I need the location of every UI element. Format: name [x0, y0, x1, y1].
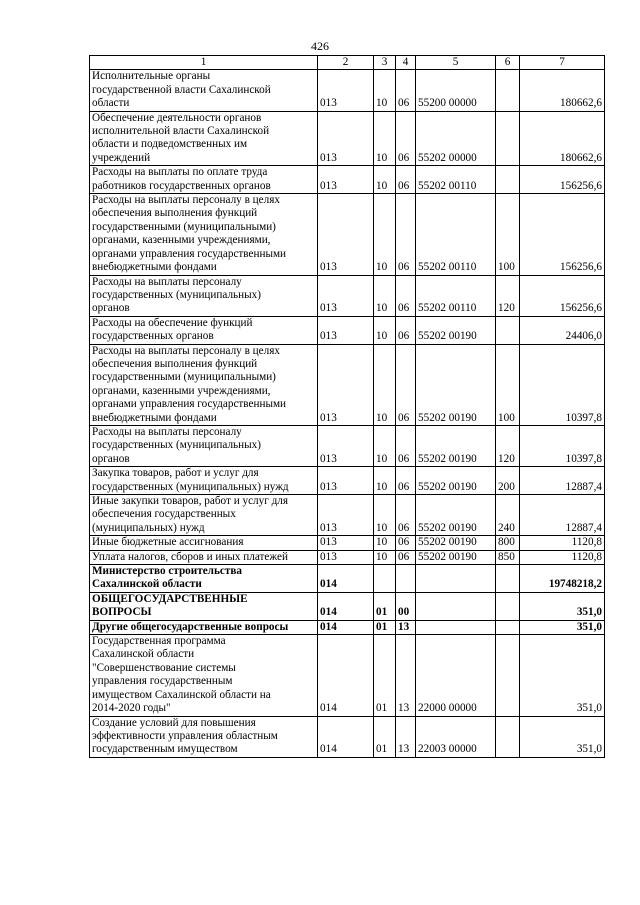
header-row — [90, 56, 605, 70]
item-name-cell: Расходы на выплаты персоналу в целях обеспечения выполнения функций государственными (муниципальными) органами, казенными учреждениями, органами управления государственными внебюджетными фондами — [90, 194, 318, 275]
table-row — [90, 425, 605, 466]
amount-cell: 156256,6 — [520, 166, 605, 194]
subsection-code-cell: 06 — [396, 536, 416, 550]
section-code-cell: 01 — [374, 716, 396, 757]
ministry-code-cell: 013 — [318, 344, 374, 425]
subsection-code-cell: 13 — [396, 716, 416, 757]
target-item-code-cell — [416, 565, 496, 593]
ministry-code-cell: 013 — [318, 194, 374, 275]
column-header-6: 6 — [496, 56, 520, 70]
subsection-code-cell: 06 — [396, 344, 416, 425]
expense-type-code-cell: 800 — [496, 536, 520, 550]
section-code-cell: 10 — [374, 467, 396, 495]
column-header-3: 3 — [374, 56, 396, 70]
table-row — [90, 635, 605, 716]
column-header-5: 5 — [416, 56, 496, 70]
section-code-cell: 01 — [374, 620, 396, 634]
item-name-cell: Обеспечение деятельности органов исполнительной власти Сахалинской области и подведомственных им учреждений — [90, 111, 318, 166]
target-item-code-cell — [416, 592, 496, 620]
target-item-code-cell: 55202 00190 — [416, 316, 496, 344]
ministry-code-cell: 013 — [318, 550, 374, 564]
ministry-code-cell: 014 — [318, 620, 374, 634]
ministry-code-cell: 013 — [318, 495, 374, 536]
table-row — [90, 495, 605, 536]
item-name-cell: Расходы на обеспечение функций государственных органов — [90, 316, 318, 344]
target-item-code-cell: 55202 00190 — [416, 425, 496, 466]
item-name-cell: Создание условий для повышения эффективности управления областным государственным имуществом — [90, 716, 318, 757]
ministry-code-cell: 013 — [318, 316, 374, 344]
ministry-code-cell: 013 — [318, 467, 374, 495]
amount-cell: 180662,6 — [520, 70, 605, 111]
item-name-cell: Иные бюджетные ассигнования — [90, 536, 318, 550]
subsection-code-cell: 06 — [396, 550, 416, 564]
target-item-code-cell: 55202 00110 — [416, 275, 496, 316]
expense-type-code-cell: 120 — [496, 275, 520, 316]
ministry-code-cell: 013 — [318, 166, 374, 194]
section-code-cell: 10 — [374, 275, 396, 316]
amount-cell: 10397,8 — [520, 425, 605, 466]
target-item-code-cell: 55200 00000 — [416, 70, 496, 111]
amount-cell: 156256,6 — [520, 194, 605, 275]
item-name-cell: Расходы на выплаты персоналу в целях обеспечения выполнения функций государственными (муниципальными) органами, казенными учреждениями, органами управления государственными внебюджетными фондами — [90, 344, 318, 425]
ministry-code-cell: 014 — [318, 716, 374, 757]
subsection-code-cell: 06 — [396, 194, 416, 275]
table-body — [90, 70, 605, 757]
amount-cell: 12887,4 — [520, 495, 605, 536]
section-code-cell — [374, 565, 396, 593]
subsection-code-cell: 06 — [396, 111, 416, 166]
section-code-cell: 10 — [374, 194, 396, 275]
item-name-cell: Расходы на выплаты по оплате труда работников государственных органов — [90, 166, 318, 194]
table-row — [90, 550, 605, 564]
amount-cell: 351,0 — [520, 635, 605, 716]
item-name-cell: Другие общегосударственные вопросы — [90, 620, 318, 634]
section-code-cell: 10 — [374, 316, 396, 344]
ministry-code-cell: 013 — [318, 536, 374, 550]
ministry-code-cell: 013 — [318, 425, 374, 466]
section-code-cell: 01 — [374, 592, 396, 620]
subsection-code-cell: 13 — [396, 620, 416, 634]
subsection-code-cell: 06 — [396, 70, 416, 111]
table-row — [90, 111, 605, 166]
column-header-1: 1 — [90, 56, 318, 70]
subsection-code-cell: 06 — [396, 425, 416, 466]
table-row — [90, 467, 605, 495]
target-item-code-cell: 55202 00190 — [416, 536, 496, 550]
item-name-cell: Исполнительные органы государственной власти Сахалинской области — [90, 70, 318, 111]
item-name-cell: Иные закупки товаров, работ и услуг для обеспечения государственных (муниципальных) нужд — [90, 495, 318, 536]
target-item-code-cell — [416, 620, 496, 634]
subsection-code-cell: 06 — [396, 316, 416, 344]
expense-type-code-cell — [496, 70, 520, 111]
item-name-cell: Уплата налогов, сборов и иных платежей — [90, 550, 318, 564]
section-code-cell: 10 — [374, 425, 396, 466]
section-code-cell: 10 — [374, 344, 396, 425]
amount-cell: 1120,8 — [520, 536, 605, 550]
item-name-cell: Закупка товаров, работ и услуг для государственных (муниципальных) нужд — [90, 467, 318, 495]
table-row — [90, 716, 605, 757]
page-number: 426 — [311, 39, 329, 53]
table-row — [90, 194, 605, 275]
table-row — [90, 275, 605, 316]
section-code-cell: 01 — [374, 635, 396, 716]
target-item-code-cell: 22000 00000 — [416, 635, 496, 716]
expense-type-code-cell — [496, 716, 520, 757]
expense-type-code-cell: 850 — [496, 550, 520, 564]
section-code-cell: 10 — [374, 70, 396, 111]
expense-type-code-cell — [496, 111, 520, 166]
amount-cell: 156256,6 — [520, 275, 605, 316]
expense-type-code-cell: 200 — [496, 467, 520, 495]
table-row — [90, 70, 605, 111]
amount-cell: 351,0 — [520, 620, 605, 634]
subsection-code-cell: 06 — [396, 275, 416, 316]
expense-type-code-cell — [496, 565, 520, 593]
table-row — [90, 592, 605, 620]
budget-table — [89, 55, 605, 758]
subsection-code-cell: 00 — [396, 592, 416, 620]
subsection-code-cell: 06 — [396, 166, 416, 194]
amount-cell: 1120,8 — [520, 550, 605, 564]
section-code-cell: 10 — [374, 550, 396, 564]
item-name-cell: Расходы на выплаты персоналу государственных (муниципальных) органов — [90, 425, 318, 466]
subsection-code-cell: 06 — [396, 467, 416, 495]
section-code-cell: 10 — [374, 111, 396, 166]
amount-cell: 12887,4 — [520, 467, 605, 495]
section-code-cell: 10 — [374, 536, 396, 550]
amount-cell: 10397,8 — [520, 344, 605, 425]
amount-cell: 351,0 — [520, 716, 605, 757]
ministry-code-cell: 013 — [318, 70, 374, 111]
target-item-code-cell: 55202 00110 — [416, 166, 496, 194]
table-row — [90, 536, 605, 550]
target-item-code-cell: 55202 00000 — [416, 111, 496, 166]
table-row — [90, 344, 605, 425]
target-item-code-cell: 55202 00190 — [416, 344, 496, 425]
subsection-code-cell: 13 — [396, 635, 416, 716]
ministry-code-cell: 013 — [318, 111, 374, 166]
amount-cell: 351,0 — [520, 592, 605, 620]
subsection-code-cell: 06 — [396, 495, 416, 536]
target-item-code-cell: 55202 00190 — [416, 495, 496, 536]
table-row — [90, 620, 605, 634]
table-row — [90, 166, 605, 194]
ministry-code-cell: 014 — [318, 635, 374, 716]
column-header-4: 4 — [396, 56, 416, 70]
expense-type-code-cell: 100 — [496, 194, 520, 275]
amount-cell: 19748218,2 — [520, 565, 605, 593]
target-item-code-cell: 55202 00190 — [416, 550, 496, 564]
item-name-cell: Государственная программа Сахалинской области "Совершенствование системы управления государственным имуществом Сахалинской области на 2014-2020 годы" — [90, 635, 318, 716]
expense-type-code-cell — [496, 166, 520, 194]
item-name-cell: Расходы на выплаты персоналу государственных (муниципальных) органов — [90, 275, 318, 316]
target-item-code-cell: 55202 00110 — [416, 194, 496, 275]
expense-type-code-cell: 240 — [496, 495, 520, 536]
subsection-code-cell — [396, 565, 416, 593]
table-row — [90, 565, 605, 593]
column-header-2: 2 — [318, 56, 374, 70]
expense-type-code-cell — [496, 635, 520, 716]
ministry-code-cell: 014 — [318, 592, 374, 620]
expense-type-code-cell — [496, 620, 520, 634]
section-code-cell: 10 — [374, 166, 396, 194]
section-code-cell: 10 — [374, 495, 396, 536]
ministry-code-cell: 014 — [318, 565, 374, 593]
item-name-cell: Министерство строительства Сахалинской области — [90, 565, 318, 593]
amount-cell: 24406,0 — [520, 316, 605, 344]
expense-type-code-cell — [496, 316, 520, 344]
target-item-code-cell: 22003 00000 — [416, 716, 496, 757]
column-header-7: 7 — [520, 56, 605, 70]
expense-type-code-cell: 100 — [496, 344, 520, 425]
item-name-cell: ОБЩЕГОСУДАРСТВЕННЫЕ ВОПРОСЫ — [90, 592, 318, 620]
expense-type-code-cell — [496, 592, 520, 620]
expense-type-code-cell: 120 — [496, 425, 520, 466]
target-item-code-cell: 55202 00190 — [416, 467, 496, 495]
ministry-code-cell: 013 — [318, 275, 374, 316]
table-row — [90, 316, 605, 344]
amount-cell: 180662,6 — [520, 111, 605, 166]
